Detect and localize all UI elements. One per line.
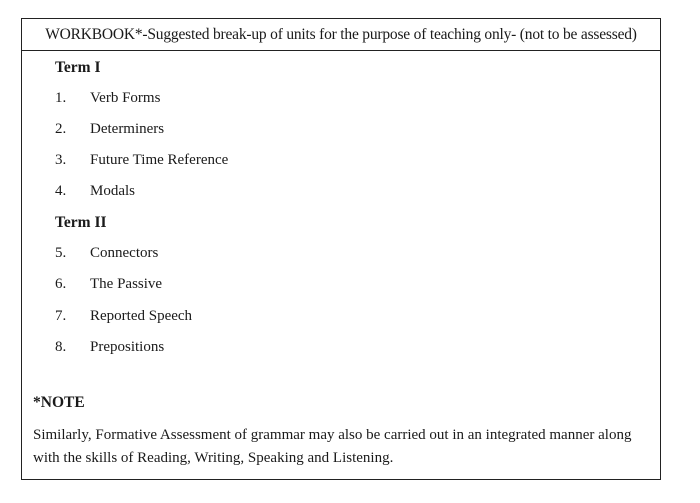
- list-item: [55, 245, 158, 262]
- unit-label: Connectors: [90, 245, 159, 261]
- unit-number: 6.: [55, 276, 67, 292]
- header-title: WORKBOOK*-Suggested break-up of units for the purpose of teaching only- (not to be assessed): [45, 25, 637, 43]
- unit-number: 8.: [55, 339, 67, 355]
- unit-label: Determiners: [90, 121, 165, 137]
- note-heading: *NOTE: [33, 394, 85, 411]
- list-item: [55, 90, 160, 107]
- note-text: Similarly, Formative Assessment of grammar may also be carried out in an integrated manner along with the skills of Reading, Writing, Speaking and Listening.: [33, 427, 632, 466]
- unit-number: 5.: [55, 245, 67, 261]
- list-item: [55, 121, 164, 138]
- unit-number: 7.: [55, 308, 67, 324]
- unit-label: Verb Forms: [90, 90, 161, 106]
- unit-number: 2.: [55, 121, 67, 137]
- term-2-heading: Term II: [55, 214, 107, 231]
- list-item: [55, 276, 162, 293]
- term-1-heading: Term I: [55, 59, 101, 76]
- unit-label: Future Time Reference: [90, 152, 229, 168]
- unit-number: 1.: [55, 90, 67, 106]
- unit-label: Prepositions: [90, 339, 165, 355]
- unit-label: Reported Speech: [90, 308, 193, 324]
- unit-number: 4.: [55, 183, 67, 199]
- workbook-table: [21, 18, 661, 480]
- unit-number: 3.: [55, 152, 67, 168]
- list-item: [55, 308, 192, 325]
- list-item: [55, 183, 135, 200]
- unit-label: The Passive: [90, 276, 163, 292]
- list-item: [55, 152, 228, 169]
- list-item: [55, 339, 164, 356]
- unit-label: Modals: [90, 183, 135, 199]
- table-header: [22, 19, 660, 51]
